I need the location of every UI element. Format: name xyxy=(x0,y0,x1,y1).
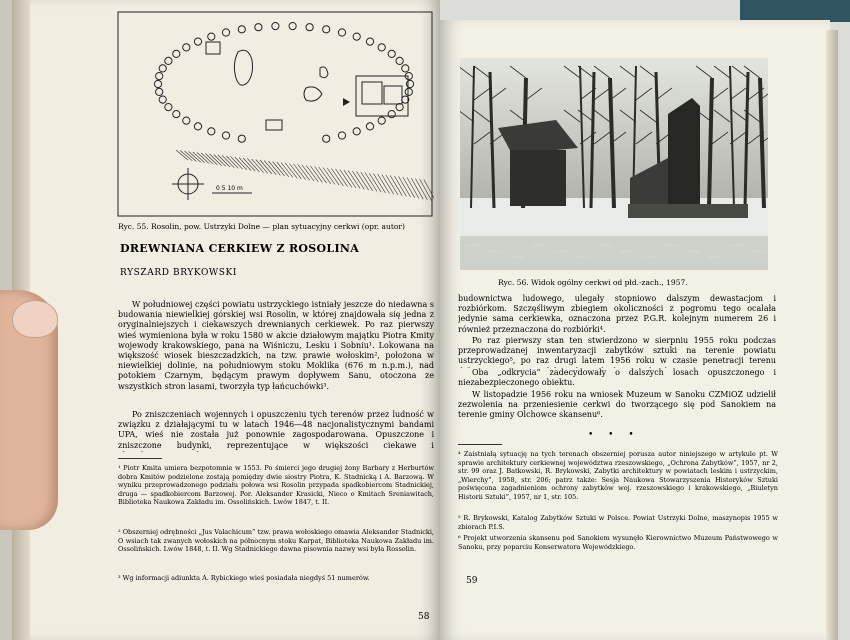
section-separator: • • • xyxy=(588,430,640,440)
thumbnail xyxy=(12,300,58,338)
left-paragraph-1: W południowej części powiatu ustrzyckiego istniały jeszcze do niedawna s budowania niewielkiej górskiej wsi Rosolin, w której znajdowała się jedna z oryginalniejszych i ciekawszych drewnianych cerkiewek. Po raz pierwszy wieś wymieniona była w roku 1580 w akcie działowym majątku Piotra Kmity wojewody krakowskiego, pana na Wiśniczu, Lesku i Sobniu¹. Lokowana na większość wiosek bieszczadzkich, na tzw. prawie wołoskim², położona w niewielkiej dolinie, na południowym stoku Moklika (676 m n.p.m.), nad potokiem Czarnym, będącym prawym dopływem Sanu, otoczona ze wszystkich stron lasami, tworzyła typ łańcuchówki³. xyxy=(118,300,434,391)
blue-book-edge xyxy=(740,0,850,22)
site-plan-figure xyxy=(116,10,434,218)
figure-56-caption: Ryc. 56. Widok ogólny cerkwi od płd.-zach., 1957. xyxy=(498,278,688,287)
left-footnote-2: ² Obszerniej odrębności „Jus Valachicum” tzw. prawa wołoskiego omawia Aleksander Stadnicki, O wsiach tak zwanych wołoskich na północnym stoku Karpat, Biblioteka Naukowa Zakładu im. Ossolińskich. Lwów 1848, t. II. Wg Stadnickiego dawna pisownia nazwy wsi była Rossolin. xyxy=(118,528,434,554)
left-paragraph-2: Po zniszczeniach wojennych i opuszczeniu tych terenów przez ludność w związku z działającymi tu w latach 1946—48 nacjonalistycznymi bandami UPA, wieś nie została już ponownie zagospodarowana. Opuszczone i zniszczone budynki, reprezentujące w większości ciekawe i xyxy=(118,410,434,450)
right-paragraph-4: W listopadzie 1956 roku na wniosek Muzeum w Sanoku CZMiOZ udzielił zezwolenia na przeniesienie cerkwi do tworzącego się pod Sanokiem na terenie gminy Olchowce skansenu⁶. xyxy=(458,390,776,420)
church-photograph xyxy=(460,58,768,270)
left-footnote-1: ¹ Piotr Kmita umiera bezpotomnie w 1553. Po śmierci jego drugiej żony Barbary z Herburtów dobra Kmitów podzielone zostają pomiędzy dwie siostry Piotra, K. Stadnicką i A. Barzową. W wyniku przeprowadzonego podziału połowa wsi Rosolin przypada spadkobiercom Stadnickiej, druga — spadkobiercom Barzowej. Por. Aleksander Krasicki, Nieco o Kmitach Sreniawitach, Biblioteka Naukowa Zakładu im. Ossolińskich. Lwów 1847, t. II. xyxy=(118,464,434,507)
right-footnote-4: ⁴ Zaistniałą sytuację na tych terenach obszerniej porusza autor niniejszego w artykule pt. W sprawie architektury cerkiewnej województwa rzeszowskiego, „Ochrona Zabytków”, 1957, nr 2, str. 99 oraz J. Batkowski, R. Brykowski, Zabytki architektury w powiatach leskim i ustrzyckim, „Wierchy”, 1958, str. 206; patrz także: Sesja Naukowa Stowarzyszenia Historyków Sztuki poświęcona zagadnieniom ochrony zabytków woj. rzeszowskiego i krakowskiego, „Biuletyn Historii Sztuki”, 1957, nr 1, str. 105. xyxy=(458,450,778,501)
left-page-number: 58 xyxy=(418,612,430,622)
right-page-number: 59 xyxy=(466,576,478,586)
right-paragraph-1: budownictwa ludowego, ulegały stopniowo dalszym dewastacjom i rozbiórkom. Szczęśliwym zbiegiem okoliczności z pogromu tego ocalała jedynie sama cerkiewka, oznaczona przez P.G.R. kolejnym numerem 26 i również przeznaczona do rozbiórki⁴. xyxy=(458,294,776,334)
article-author: RYSZARD BRYKOWSKI xyxy=(120,268,238,278)
plan-scale-label: 0 5 10 m xyxy=(216,185,243,192)
article-title: DREWNIANA CERKIEW Z ROSOLINA xyxy=(120,242,360,255)
left-footnote-rule xyxy=(118,458,162,459)
figure-55-caption: Ryc. 55. Rosolin, pow. Ustrzyki Dolne — plan sytuacyjny cerkwi (opr. autor) xyxy=(118,222,405,231)
left-footnote-3: ³ Wg informacji adiunkta A. Rybickiego wieś posiadała niegdyś 51 numerów. xyxy=(118,574,370,582)
right-paragraph-3: Oba „odkrycia” zadecydowały o dalszych losach opuszczonego i niezabezpieczonego obiektu. xyxy=(458,368,776,388)
right-page-stack-edge xyxy=(826,30,838,640)
right-footnote-rule xyxy=(458,444,502,445)
right-paragraph-2: Po raz pierwszy stan ten stwierdzono w sierpniu 1955 roku podczas przeprowadzanej inwentaryzacji zabytków sztuki na terenie powiatu ustrzyckiego⁵, po raz drugi latem 1956 roku w czasie penetracji terenu xyxy=(458,336,776,366)
right-footnote-6: ⁶ Projekt utworzenia skansenu pod Sanokiem wysunęło Kierownictwo Muzeum Państwowego w Sanoku, przy poparciu Konserwatora Wojewódzkiego. xyxy=(458,534,778,551)
right-footnote-5: ⁵ R. Brykowski, Katalog Zabytków Sztuki w Polsce. Powiat Ustrzyki Dolne, maszynopis 1955 w zbiorach P.I.S. xyxy=(458,514,778,531)
